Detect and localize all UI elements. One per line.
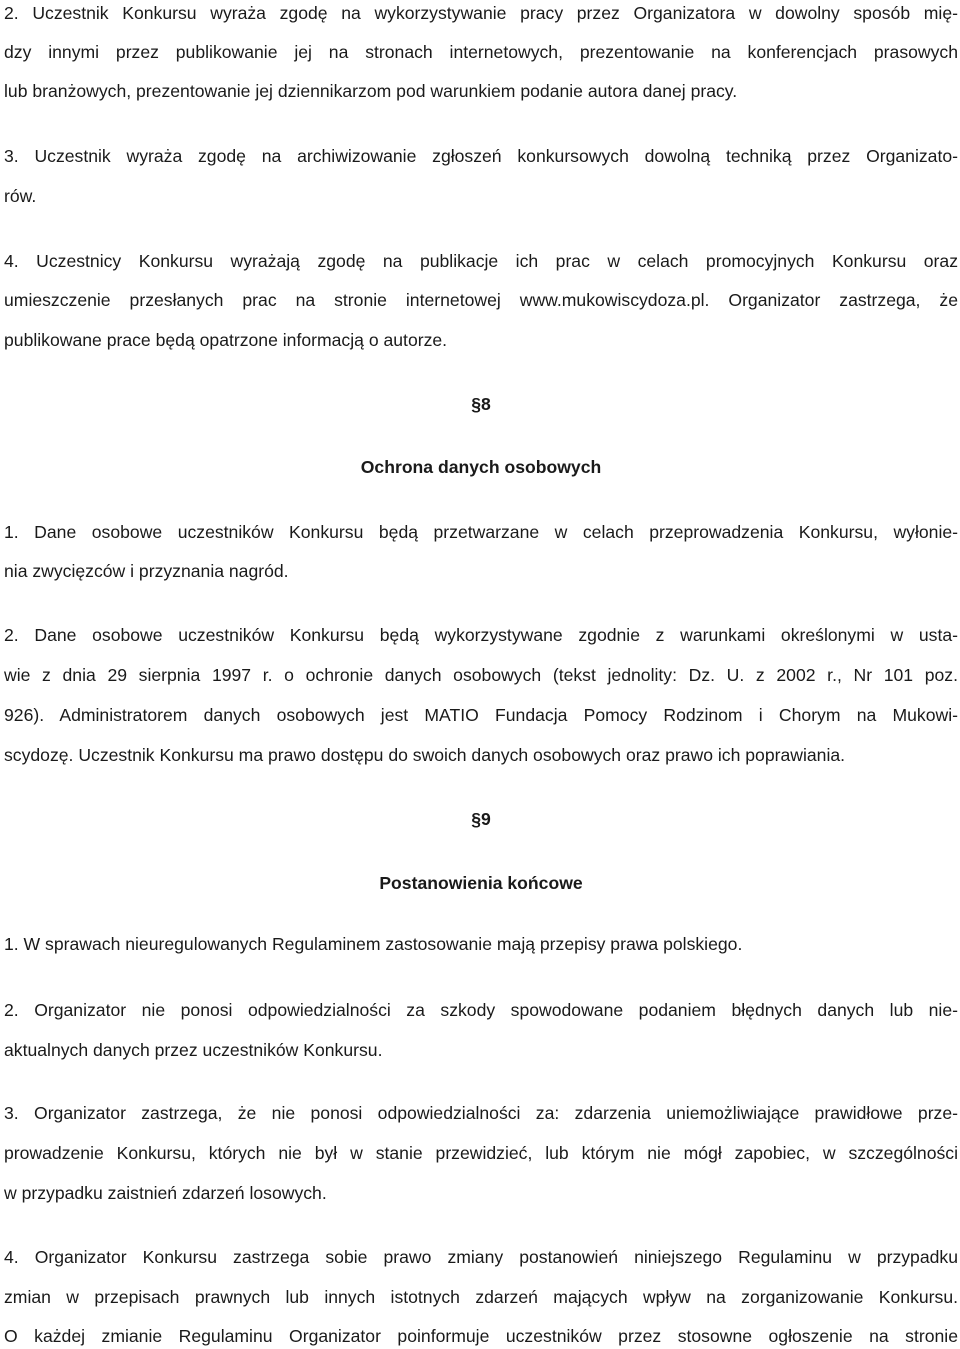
section9-p2-line-1: 2. Organizator nie ponosi odpowiedzialności za szkody spowodowane podaniem błędnych danych lub nie- (4, 1000, 958, 1020)
section8-p2-line-1: 2. Dane osobowe uczestników Konkursu będą wykorzystywane zgodnie z warunkami określonymi w usta- (4, 625, 958, 645)
item3-line-1: 3. Uczestnik wyraża zgodę na archiwizowanie zgłoszeń konkursowych dowolną techniką przez Organizato- (4, 146, 958, 166)
section8-number: §8 (471, 394, 491, 414)
section9-p3-line-3: w przypadku zaistnień zdarzeń losowych. (4, 1183, 327, 1203)
item4-line-1: 4. Uczestnicy Konkursu wyrażają zgodę na publikacje ich prac w celach promocyjnych Konkursu oraz (4, 251, 958, 271)
section8-p1-line-1: 1. Dane osobowe uczestników Konkursu będą przetwarzane w celach przeprowadzenia Konkursu, wyłonie- (4, 522, 958, 542)
section9-number: §9 (471, 809, 491, 829)
section8-p2-line-2: wie z dnia 29 sierpnia 1997 r. o ochronie danych osobowych (tekst jednolity: Dz. U. z 2002 r., Nr 101 poz. (4, 665, 958, 685)
item4-line-2 (4, 289, 958, 311)
section9-p4-line-2: zmian w przepisach prawnych lub innych istotnych zdarzeń mających wpływ na zorganizowanie Konkursu. (4, 1287, 958, 1307)
item4-text-before-link: umieszczenie przesłanych prac na stronie internetowej (4, 290, 520, 310)
section9-title: Postanowienia końcowe (379, 873, 583, 893)
intro-line-3: lub branżowych, prezentowanie jej dziennikarzom pod warunkiem podanie autora danej pracy. (4, 81, 738, 101)
section8-title: Ochrona danych osobowych (360, 457, 602, 477)
item3-line-2: rów. (4, 186, 37, 206)
section9-p1-line-1: 1. W sprawach nieuregulowanych Regulaminem zastosowanie mają przepisy prawa polskiego. (4, 934, 743, 954)
intro-line-1: 2. Uczestnik Konkursu wyraża zgodę na wykorzystywanie pracy przez Organizatora w dowolny sposób mię- (4, 3, 958, 23)
item4-text-after-link: . Organizator zastrzega, że (704, 290, 958, 310)
section9-p3-line-2: prowadzenie Konkursu, których nie był w stanie przewidzieć, lub którym nie mógł zapobiec, w szczególności (4, 1143, 958, 1163)
website-link[interactable]: www.mukowiscydoza.pl (519, 290, 705, 310)
section9-p3-line-1: 3. Organizator zastrzega, że nie ponosi odpowiedzialności za: zdarzenia uniemożliwiające prawidłowe prze- (4, 1103, 958, 1123)
section9-p2-line-2: aktualnych danych przez uczestników Konkursu. (4, 1040, 383, 1060)
item4-line-3: publikowane prace będą opatrzone informacją o autorze. (4, 330, 448, 350)
section9-p4-line-1: 4. Organizator Konkursu zastrzega sobie prawo zmiany postanowień niniejszego Regulaminu w przypadku (4, 1247, 958, 1267)
intro-line-2: dzy innymi przez publikowanie jej na stronach internetowych, prezentowanie na konferencjach prasowych (4, 42, 958, 62)
section8-p2-line-4: scydozę. Uczestnik Konkursu ma prawo dostępu do swoich danych osobowych oraz prawo ich poprawiania. (4, 745, 846, 765)
section8-p2-line-3: 926). Administratorem danych osobowych jest MATIO Fundacja Pomocy Rodzinom i Chorym na Mukowi- (4, 705, 958, 725)
section8-p1-line-2: nia zwycięzców i przyznania nagród. (4, 561, 289, 581)
section9-p4-line-3: O każdej zmianie Regulaminu Organizator poinformuje uczestników przez stosowne ogłoszenie na stronie (4, 1326, 958, 1346)
